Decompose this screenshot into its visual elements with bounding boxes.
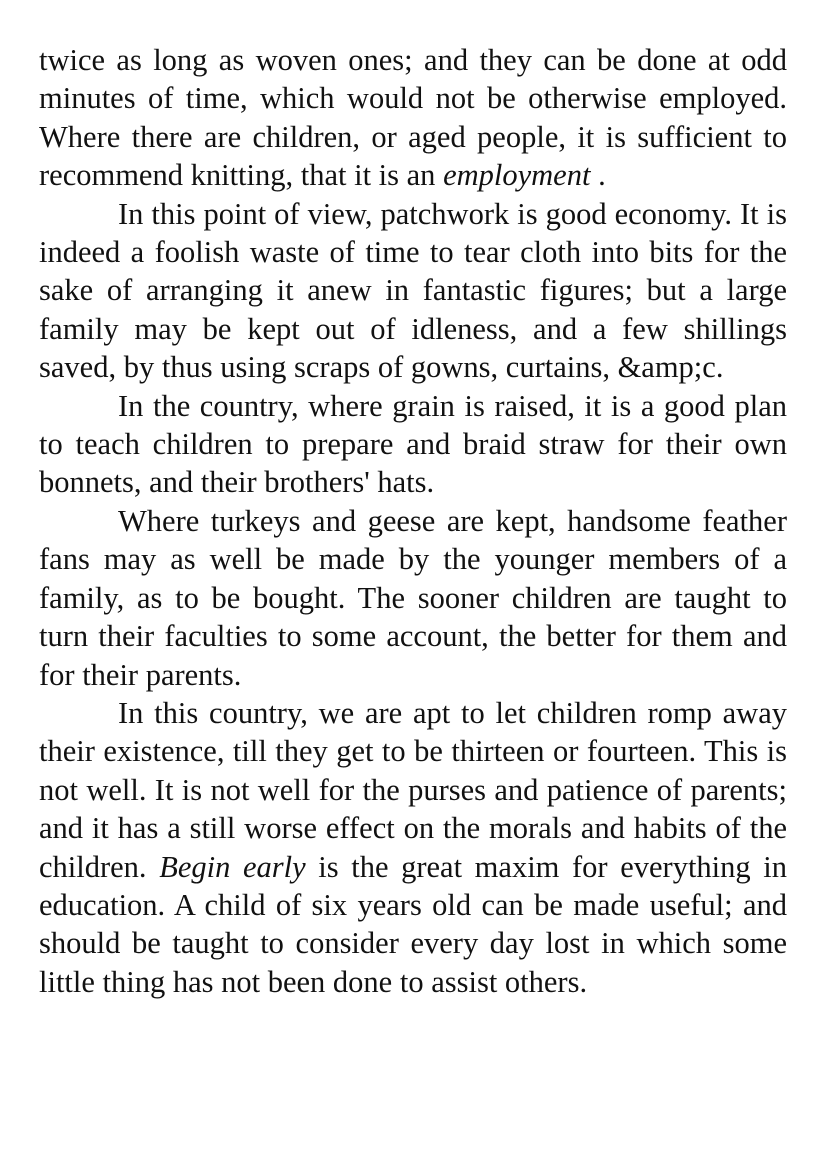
- italic-text: employment: [443, 158, 591, 193]
- italic-text: Begin early: [159, 849, 306, 884]
- paragraph-patchwork: [39, 195, 787, 387]
- paragraph-text: In this country, we are apt to let children romp away their existence, till they get to be thirteen or fourteen. This is not well. It is not well for the purses and patience of parents; and it has a still worse effect on the morals and habits of the children.: [39, 695, 787, 884]
- paragraph-text: In the country, where grain is raised, it is a good plan to teach children to prepare and braid straw for their own bonnets, and their brothers' hats.: [39, 388, 787, 500]
- paragraph-knitting: [39, 41, 787, 195]
- paragraph-text: In this point of view, patchwork is good economy. It is indeed a foolish waste of time to tear cloth into bits for the sake of arranging it anew in fantastic figures; but a large family may be kept out of idleness, and a few shillings saved, by thus using scraps of gowns, curtains, &amp;c.: [39, 196, 787, 385]
- paragraph-begin-early: [39, 694, 787, 1001]
- paragraph-straw: [39, 387, 787, 502]
- paragraph-text: .: [590, 158, 606, 193]
- paragraph-text: is the great maxim for everything in education. A child of six years old can be made useful; and should be taught to consider every day lost in which some little thing has not been done to assist others.: [39, 849, 787, 999]
- paragraph-text: twice as long as woven ones; and they can be done at odd minutes of time, which would not be otherwise employed. Where there are children, or aged people, it is sufficient to recommend knitting, that it is an: [39, 43, 787, 193]
- paragraph-feather-fans: [39, 502, 787, 694]
- paragraph-text: Where turkeys and geese are kept, handsome feather fans may as well be made by the younger members of a family, as to be bought. The sooner children are taught to turn their faculties to some account, the better for them and for their parents.: [39, 503, 787, 692]
- document-page: [39, 41, 787, 1001]
